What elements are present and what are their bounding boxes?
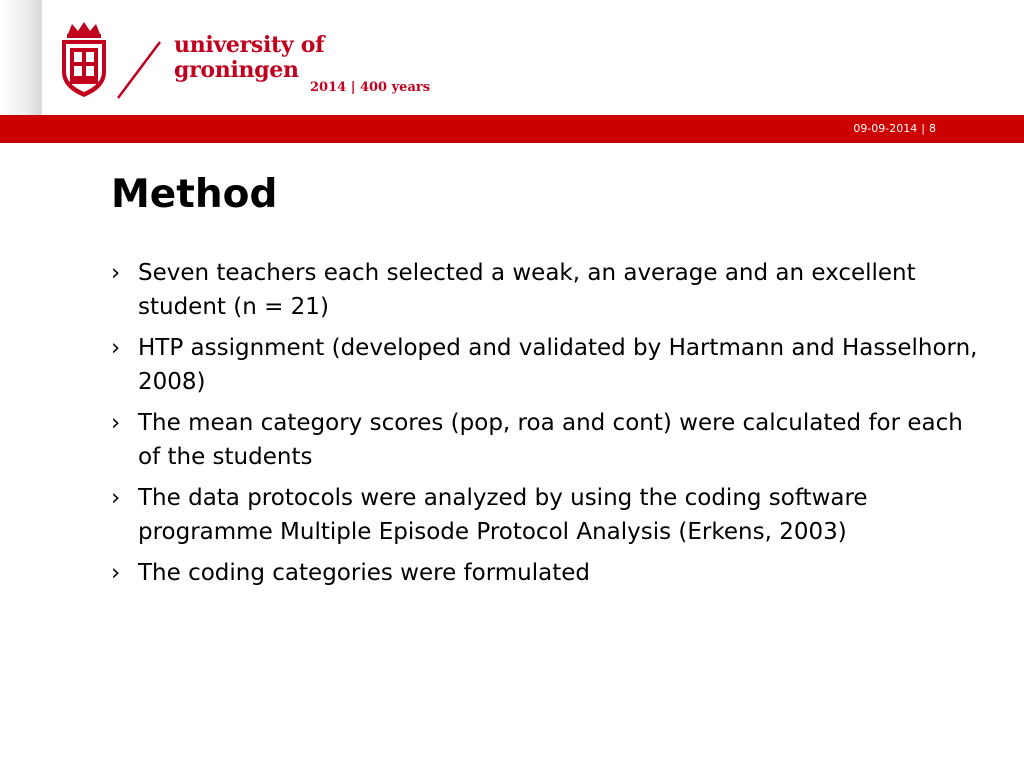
bullet-marker: › bbox=[111, 560, 121, 586]
date-and-page bbox=[853, 122, 940, 135]
university-wordmark bbox=[174, 33, 324, 83]
bullet-text: The mean category scores (pop, roa and cont) were calculated for each of the students bbox=[138, 410, 963, 470]
anniversary-tagline: 2014 | 400 years bbox=[310, 80, 431, 95]
left-edge-shade bbox=[0, 0, 42, 115]
list-item bbox=[111, 556, 991, 590]
bullet-text: The data protocols were analyzed by using the coding software programme Multiple Episode Protocol Analysis (Erkens, 2003) bbox=[138, 485, 868, 545]
brand-line-2: groningen bbox=[174, 57, 299, 83]
list-item bbox=[111, 331, 991, 399]
slash-icon bbox=[112, 38, 168, 102]
bullet-marker: › bbox=[111, 485, 121, 511]
slide-date: 09-09-2014 bbox=[853, 122, 918, 135]
list-item bbox=[111, 406, 991, 474]
university-crest-icon bbox=[56, 20, 112, 100]
bullet-marker: › bbox=[111, 410, 121, 436]
list-item bbox=[111, 481, 991, 549]
bullet-text: Seven teachers each selected a weak, an average and an excellent student (n = 21) bbox=[138, 260, 916, 320]
bullet-marker: › bbox=[111, 260, 121, 286]
page-number: 8 bbox=[929, 122, 936, 135]
bullet-list bbox=[111, 256, 991, 597]
bullet-text: HTP assignment (developed and validated by Hartmann and Hasselhorn, 2008) bbox=[138, 335, 978, 395]
bullet-marker: › bbox=[111, 335, 121, 361]
date-page-separator: | bbox=[921, 122, 925, 135]
bullet-text: The coding categories were formulated bbox=[138, 560, 590, 586]
brand-line-1: university of bbox=[174, 32, 325, 58]
list-item bbox=[111, 256, 991, 324]
slide-title: Method bbox=[111, 172, 278, 217]
